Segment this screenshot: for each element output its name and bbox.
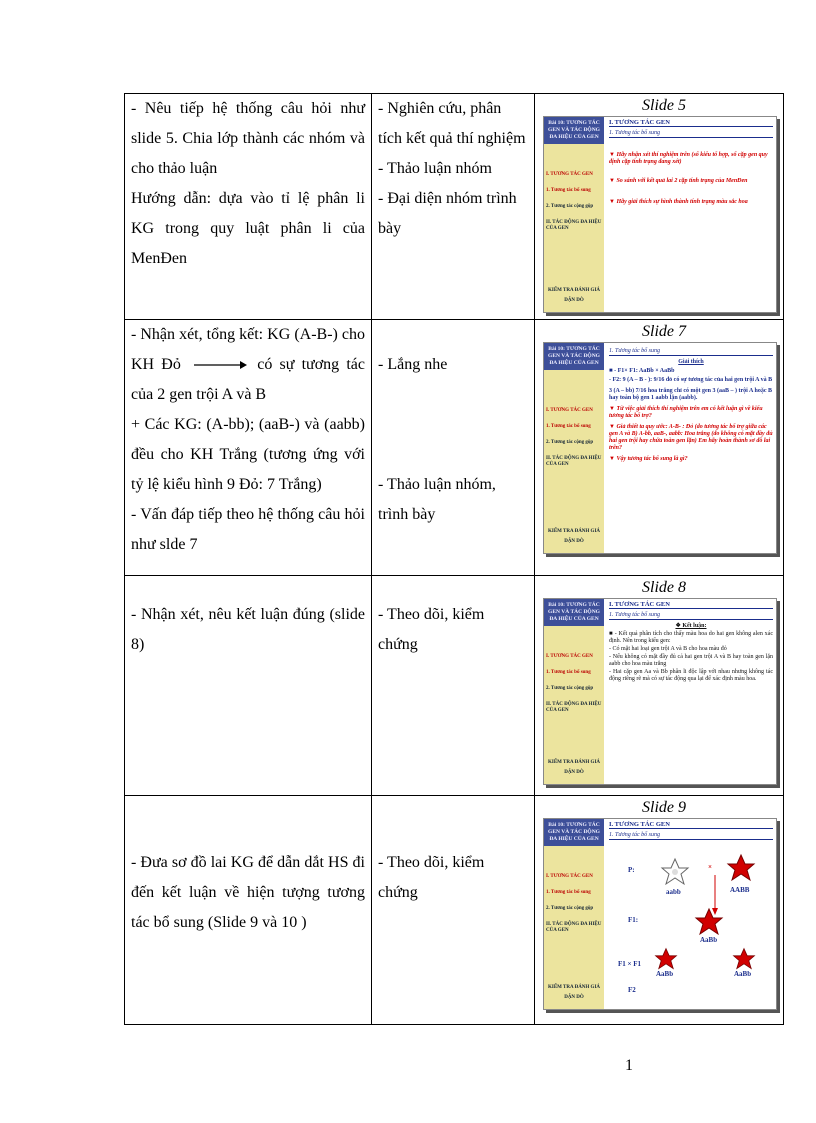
slide-cell — [535, 576, 784, 796]
student-activity-cell — [372, 94, 535, 320]
slide-sidebar: Bài 10: TƯƠNG TÁC GEN VÀ TÁC ĐỘNG ĐA HIỆU CỦA GEN I. TƯƠNG TÁC GEN 1. Tương tác bổ sung 2. Tương tác cộng gộp II. TÁC ĐỘNG ĐA HIỆU CỦA GEN KIỂM TRA ĐÁNH GIÁ DẶN DÒ — [544, 343, 604, 553]
teacher-activity-cell — [125, 94, 372, 320]
slide-9-thumbnail — [543, 818, 777, 1010]
student-text: - Thảo luận nhóm, trình bày — [378, 476, 496, 523]
slide-title: Slide 5 — [642, 97, 686, 114]
student-text: - Theo dõi, kiểm chứng — [378, 854, 485, 901]
slide-sidebar: Bài 10: TƯƠNG TÁC GEN VÀ TÁC ĐỘNG ĐA HIỆU CỦA GEN I. TƯƠNG TÁC GEN 1. Tương tác bổ sung 2. Tương tác cộng gộp II. TÁC ĐỘNG ĐA HIỆU CỦA GEN KIỂM TRA ĐÁNH GIÁ DẶN DÒ — [544, 599, 604, 784]
student-text: - Đại diện nhóm trình bày — [378, 190, 517, 237]
teacher-text: Hướng dẫn: dựa vào tỉ lệ phân li KG trong quy luật phân li của MenĐen — [131, 190, 365, 267]
table-row — [125, 576, 784, 796]
genotype-label: AaBb — [700, 936, 718, 944]
student-activity-cell — [372, 576, 535, 796]
white-flower-icon — [660, 857, 690, 887]
table-row — [125, 320, 784, 576]
f2-label: F2 — [628, 986, 636, 994]
f1xf1-label: F1 × F1 — [618, 960, 642, 968]
slide-sidebar: Bài 10: TƯƠNG TÁC GEN VÀ TÁC ĐỘNG ĐA HIỆU CỦA GEN I. TƯƠNG TÁC GEN 1. Tương tác bổ sung 2. Tương tác cộng gộp II. TÁC ĐỘNG ĐA HIỆU CỦA GEN KIỂM TRA ĐÁNH GIÁ DẶN DÒ — [544, 117, 604, 312]
genotype-label: AABB — [730, 886, 750, 894]
red-flower-icon — [654, 947, 678, 971]
teacher-text: + Các KG: (A-bb); (aaB-) và (aabb) đều cho KH Trắng (tương ứng với tỷ lệ kiểu hình 9 Đỏ: 7 Trắng) — [131, 416, 365, 493]
teacher-activity-cell — [125, 320, 372, 576]
teacher-text: - Nhận xét, tổng kết: KG (A-B-) cho KH Đỏ — [131, 326, 365, 373]
student-activity-cell — [372, 320, 535, 576]
red-flower-icon — [726, 853, 756, 883]
slide-cell — [535, 94, 784, 320]
slide-5-thumbnail — [543, 116, 777, 313]
arrow-right-icon — [190, 360, 248, 370]
genotype-label: AaBb — [656, 970, 674, 978]
student-text: - Nghiên cứu, phân tích kết quả thí nghiệm — [378, 100, 526, 147]
teacher-text: - Vấn đáp tiếp theo hệ thống câu hỏi như slde 7 — [131, 506, 365, 553]
page-number: 1 — [625, 1057, 633, 1074]
table-row — [125, 94, 784, 320]
teacher-activity-cell — [125, 576, 372, 796]
genotype-label: aabb — [666, 888, 681, 896]
teacher-text: - Nêu tiếp hệ thống câu hỏi như slide 5. Chia lớp thành các nhóm và cho thảo luận — [131, 100, 365, 177]
slide-7-thumbnail — [543, 342, 777, 554]
slide-title: Slide 8 — [642, 579, 686, 596]
f1-label: F1: — [628, 916, 639, 924]
red-flower-icon — [694, 907, 724, 937]
student-text: - Theo dõi, kiểm chứng — [378, 606, 485, 653]
red-flower-icon — [732, 947, 756, 971]
slide-sidebar: Bài 10: TƯƠNG TÁC GEN VÀ TÁC ĐỘNG ĐA HIỆU CỦA GEN I. TƯƠNG TÁC GEN 1. Tương tác bổ sung 2. Tương tác cộng gộp II. TÁC ĐỘNG ĐA HIỆU CỦA GEN KIỂM TRA ĐÁNH GIÁ DẶN DÒ — [544, 819, 604, 1009]
slide-content: I. TƯƠNG TÁC GEN 1. Tương tác bổ sung ▼ Hãy nhận xét thí nghiệm trên (số kiểu tổ hợp, số cặp gen quy định cặp tính trạng đang xét) ▼ So sánh với kết quả lai 2 cặp tính trạng của MenĐen ▼ Hãy giải thích sự hình thành tính trạng màu sắc hoa — [606, 117, 776, 312]
student-activity-cell — [372, 796, 535, 1025]
teacher-text: - Đưa sơ đồ lai KG để dẫn dắt HS đi đến kết luận về hiện tượng tương tác bổ sung (Slide 9 và 10 ) — [131, 854, 365, 931]
slide-title: Slide 9 — [642, 799, 686, 816]
lesson-table — [124, 93, 784, 1025]
slide-cell — [535, 796, 784, 1025]
p-label: P: — [628, 866, 635, 874]
student-text: - Lắng nhe — [378, 356, 448, 373]
slide-title: Slide 7 — [642, 323, 686, 340]
slide-content: I. TƯƠNG TÁC GEN 1. Tương tác bổ sung ❖ Kết luận: ■ - Kết quả phân tích cho thấy màu hoa do hai gen không alen xác định. Nên trong kiểu gen: - Có mặt hai loại gen trội A và B cho hoa màu đỏ - Nếu không có mặt đầy đủ cả hai gen trội A và B hay toàn gen lặn aabb cho hoa màu trắng - Hai cặp gen Aa và Bb phân li độc lập với nhau nhưng không tác động riêng rẽ mà có sự tác động qua lại để xác định màu hoa. — [609, 601, 773, 682]
genotype-label: AaBb — [734, 970, 752, 978]
slide-8-thumbnail — [543, 598, 777, 785]
teacher-activity-cell — [125, 796, 372, 1025]
cross-sign: × — [708, 863, 712, 871]
teacher-text: - Nhận xét, nêu kết luận đúng (slide 8) — [131, 606, 365, 653]
teacher-text: có sự tương tác của 2 gen trội A và B — [131, 356, 366, 403]
slide-content: I. TƯƠNG TÁC GEN 1. Tương tác bổ sung P: F1: F1 × F1 F2 × aabb AABB AaBb AaBb AaBb — [606, 819, 776, 1009]
table-row — [125, 796, 784, 1025]
slide-content: 1. Tương tác bổ sung Giải thích ■ - F1× F1: AaBb × AaBb - F2: 9 (A – B - ): 9/16 đỏ có sự tương tác của hai gen trội A và B 3 (A – bb) 7/16 hoa trắng chỉ có một gen 3 (aaB – ) trội A hoặc B hay toàn bộ gen 1 aabb lặn (aabb). ▼ Từ việc giải thích thí nghiệm trên em có kết luận gì về kiểu tương tác bổ trợ? ▼ Giả thiết ta quy ước: A-B- : Đỏ (do tương tác bổ trợ giữa các gen A và B) A-bb, aaB-, aabb: Hoa trắng (do không có mặt đầy đủ hai gen trội hay chứa toàn gen lặn) Em hãy hoàn thành sơ đồ lai trên? ▼ Vậy tương tác bổ sung là gì? — [609, 348, 773, 462]
student-text: - Thảo luận nhóm — [378, 160, 492, 177]
slide-cell — [535, 320, 784, 576]
